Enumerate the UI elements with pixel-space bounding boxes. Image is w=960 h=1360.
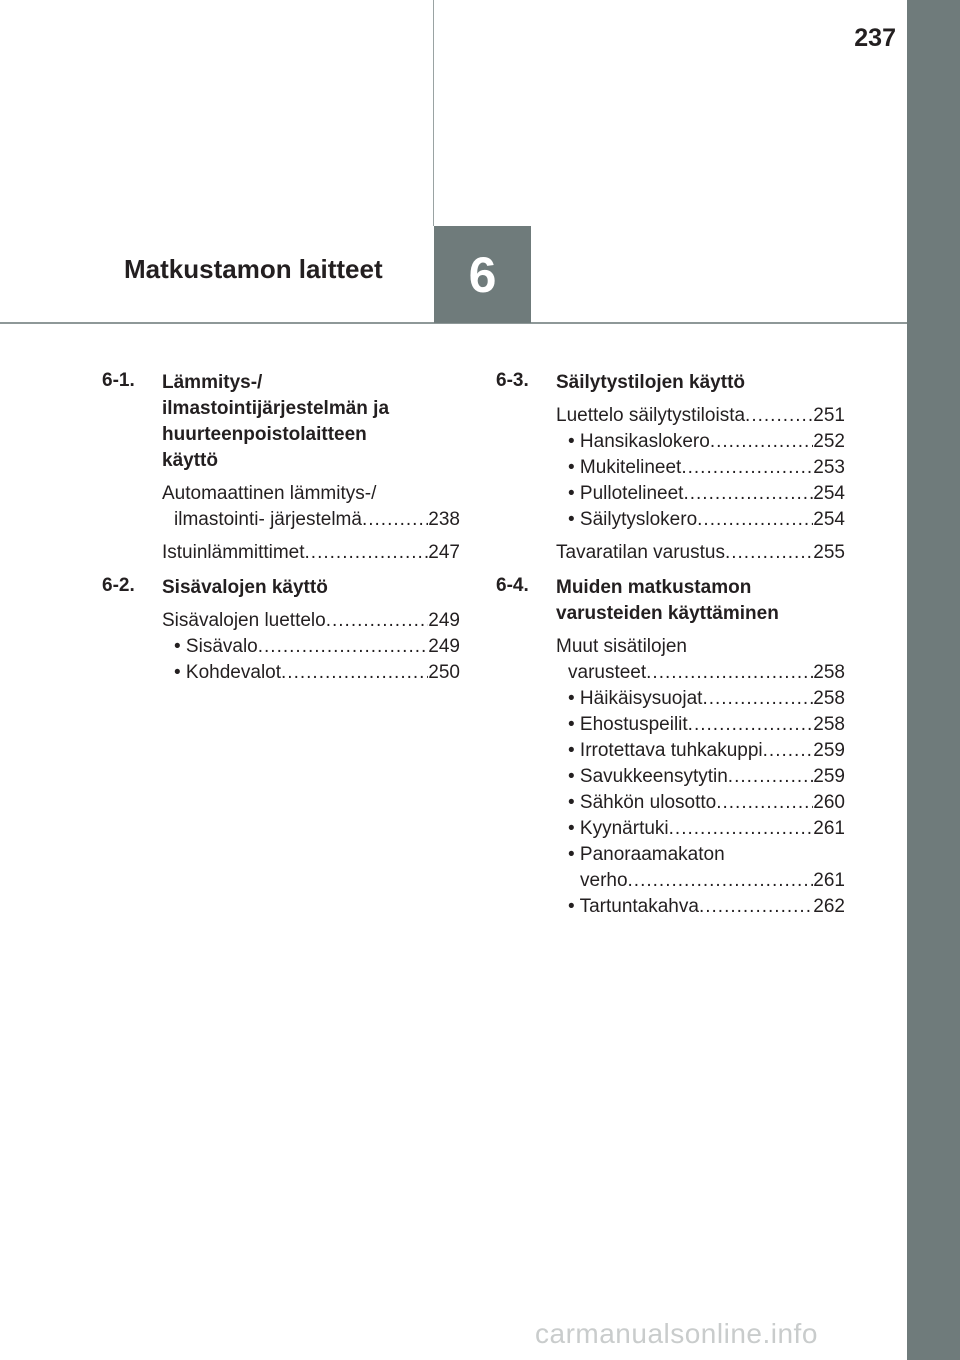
entry-page: 258 xyxy=(813,662,845,683)
dot-leader xyxy=(699,894,813,920)
toc-entry xyxy=(556,455,845,481)
entry-page: 255 xyxy=(813,542,845,563)
entry-page: 254 xyxy=(813,483,845,504)
toc-entry xyxy=(556,738,845,764)
dot-leader xyxy=(628,868,814,894)
toc-entry xyxy=(162,507,460,533)
dot-leader xyxy=(681,455,813,481)
section-title xyxy=(556,575,845,627)
toc-section xyxy=(496,575,845,920)
spacer xyxy=(556,396,845,403)
chapter-title: Matkustamon laitteet xyxy=(124,254,383,284)
toc-entry-label: Muut sisätilojen xyxy=(556,636,687,657)
spacer xyxy=(162,601,460,608)
entry-label: Tavaratilan varustus xyxy=(556,542,725,563)
section-title xyxy=(162,575,460,601)
dot-leader xyxy=(646,660,813,686)
section-title-line: Lämmitys-/ xyxy=(162,372,263,393)
toc-entry xyxy=(556,403,845,429)
toc-section xyxy=(102,575,460,686)
vertical-rule xyxy=(433,0,434,226)
toc-column-left xyxy=(102,370,460,695)
chapter-tab-bar xyxy=(907,0,960,1360)
spacer xyxy=(162,474,460,481)
section-number: 6-2. xyxy=(102,575,135,596)
toc-column-right xyxy=(496,370,845,929)
entry-page: 249 xyxy=(428,610,460,631)
section-title-line: varusteiden käyttäminen xyxy=(556,603,779,624)
entry-page: 258 xyxy=(813,714,845,735)
entry-page: 253 xyxy=(813,457,845,478)
entry-label: • Sähkön ulosotto xyxy=(568,792,717,813)
toc-entry xyxy=(162,540,460,566)
dot-leader xyxy=(305,540,429,566)
section-title xyxy=(556,370,845,396)
section-title-line: käyttö xyxy=(162,450,218,471)
spacer xyxy=(556,627,845,634)
spacer xyxy=(162,533,460,540)
entry-page: 262 xyxy=(813,896,845,917)
toc-entry xyxy=(556,540,845,566)
entry-label: • Kyynärtuki xyxy=(568,818,669,839)
dot-leader xyxy=(710,429,813,455)
entry-label: • Irrotettava tuhkakuppi xyxy=(568,740,763,761)
entry-page: 238 xyxy=(428,509,460,530)
entry-page: 254 xyxy=(813,509,845,530)
entry-label: • Säilytyslokero xyxy=(568,509,698,530)
toc-entry-label: • Panoraamakaton xyxy=(568,844,725,865)
entry-page: 261 xyxy=(813,870,845,891)
entry-page: 261 xyxy=(813,818,845,839)
entry-label: • Häikäisysuojat xyxy=(568,688,703,709)
entry-label: Istuinlämmittimet xyxy=(162,542,305,563)
chapter-number-box xyxy=(434,226,531,323)
entry-label: • Sisävalo xyxy=(174,636,258,657)
section-number: 6-3. xyxy=(496,370,529,391)
entry-label: • Hansikaslokero xyxy=(568,431,710,452)
section-title xyxy=(162,370,460,474)
section-title-line: huurteenpoistolaitteen xyxy=(162,424,367,445)
entry-page: 251 xyxy=(813,405,845,426)
toc-entry xyxy=(162,608,460,634)
dot-leader xyxy=(725,540,813,566)
entry-label: • Savukkeensytytin xyxy=(568,766,728,787)
entry-page: 260 xyxy=(813,792,845,813)
entry-label: verho xyxy=(580,870,628,891)
toc-entry xyxy=(556,429,845,455)
spacer xyxy=(556,533,845,540)
dot-leader xyxy=(326,608,429,634)
dot-leader xyxy=(688,712,814,738)
toc-entry xyxy=(162,660,460,686)
entry-label: Luettelo säilytystiloista xyxy=(556,405,746,426)
toc-section xyxy=(102,370,460,566)
dot-leader xyxy=(697,507,813,533)
dot-leader xyxy=(281,660,428,686)
entry-page: 252 xyxy=(813,431,845,452)
entry-label: • Pullotelineet xyxy=(568,483,684,504)
dot-leader xyxy=(702,686,813,712)
dot-leader xyxy=(669,816,814,842)
entry-page: 247 xyxy=(428,542,460,563)
entry-page: 259 xyxy=(813,740,845,761)
section-number: 6-1. xyxy=(102,370,135,391)
entry-label: Sisävalojen luettelo xyxy=(162,610,326,631)
entry-label: ilmastointi- järjestelmä xyxy=(174,509,362,530)
entry-page: 259 xyxy=(813,766,845,787)
section-title-line: ilmastointijärjestelmän ja xyxy=(162,398,390,419)
entry-label: • Tartuntakahva xyxy=(568,896,699,917)
toc-entry xyxy=(556,764,845,790)
toc-entry xyxy=(556,686,845,712)
dot-leader xyxy=(745,403,813,429)
entry-label: • Ehostuspeilit xyxy=(568,714,688,735)
dot-leader xyxy=(683,481,813,507)
toc-entry xyxy=(556,894,845,920)
dot-leader xyxy=(728,764,814,790)
section-title-line: Muiden matkustamon xyxy=(556,577,752,598)
watermark: carmanualsonline.info xyxy=(535,1318,818,1349)
entry-page: 249 xyxy=(428,636,460,657)
dot-leader xyxy=(362,507,428,533)
toc-entry xyxy=(556,481,845,507)
toc-entry xyxy=(556,816,845,842)
toc-entry xyxy=(556,790,845,816)
entry-label: • Mukitelineet xyxy=(568,457,682,478)
toc-entry-label: Automaattinen lämmitys-/ xyxy=(162,483,377,504)
toc-entry xyxy=(556,660,845,686)
section-number: 6-4. xyxy=(496,575,529,596)
dot-leader xyxy=(763,738,814,764)
toc-entry xyxy=(162,634,460,660)
toc-section xyxy=(496,370,845,566)
toc-entry xyxy=(556,507,845,533)
entry-label: • Kohdevalot xyxy=(174,662,282,683)
dot-leader xyxy=(258,634,429,660)
entry-page: 258 xyxy=(813,688,845,709)
chapter-number: 6 xyxy=(468,246,497,303)
entry-label: varusteet xyxy=(568,662,647,683)
dot-leader xyxy=(716,790,813,816)
toc-entry xyxy=(556,712,845,738)
toc-entry xyxy=(556,868,845,894)
section-title-line: Säilytystilojen käyttö xyxy=(556,372,746,393)
entry-page: 250 xyxy=(428,662,460,683)
page-number: 237 xyxy=(854,24,896,52)
section-title-line: Sisävalojen käyttö xyxy=(162,577,328,598)
